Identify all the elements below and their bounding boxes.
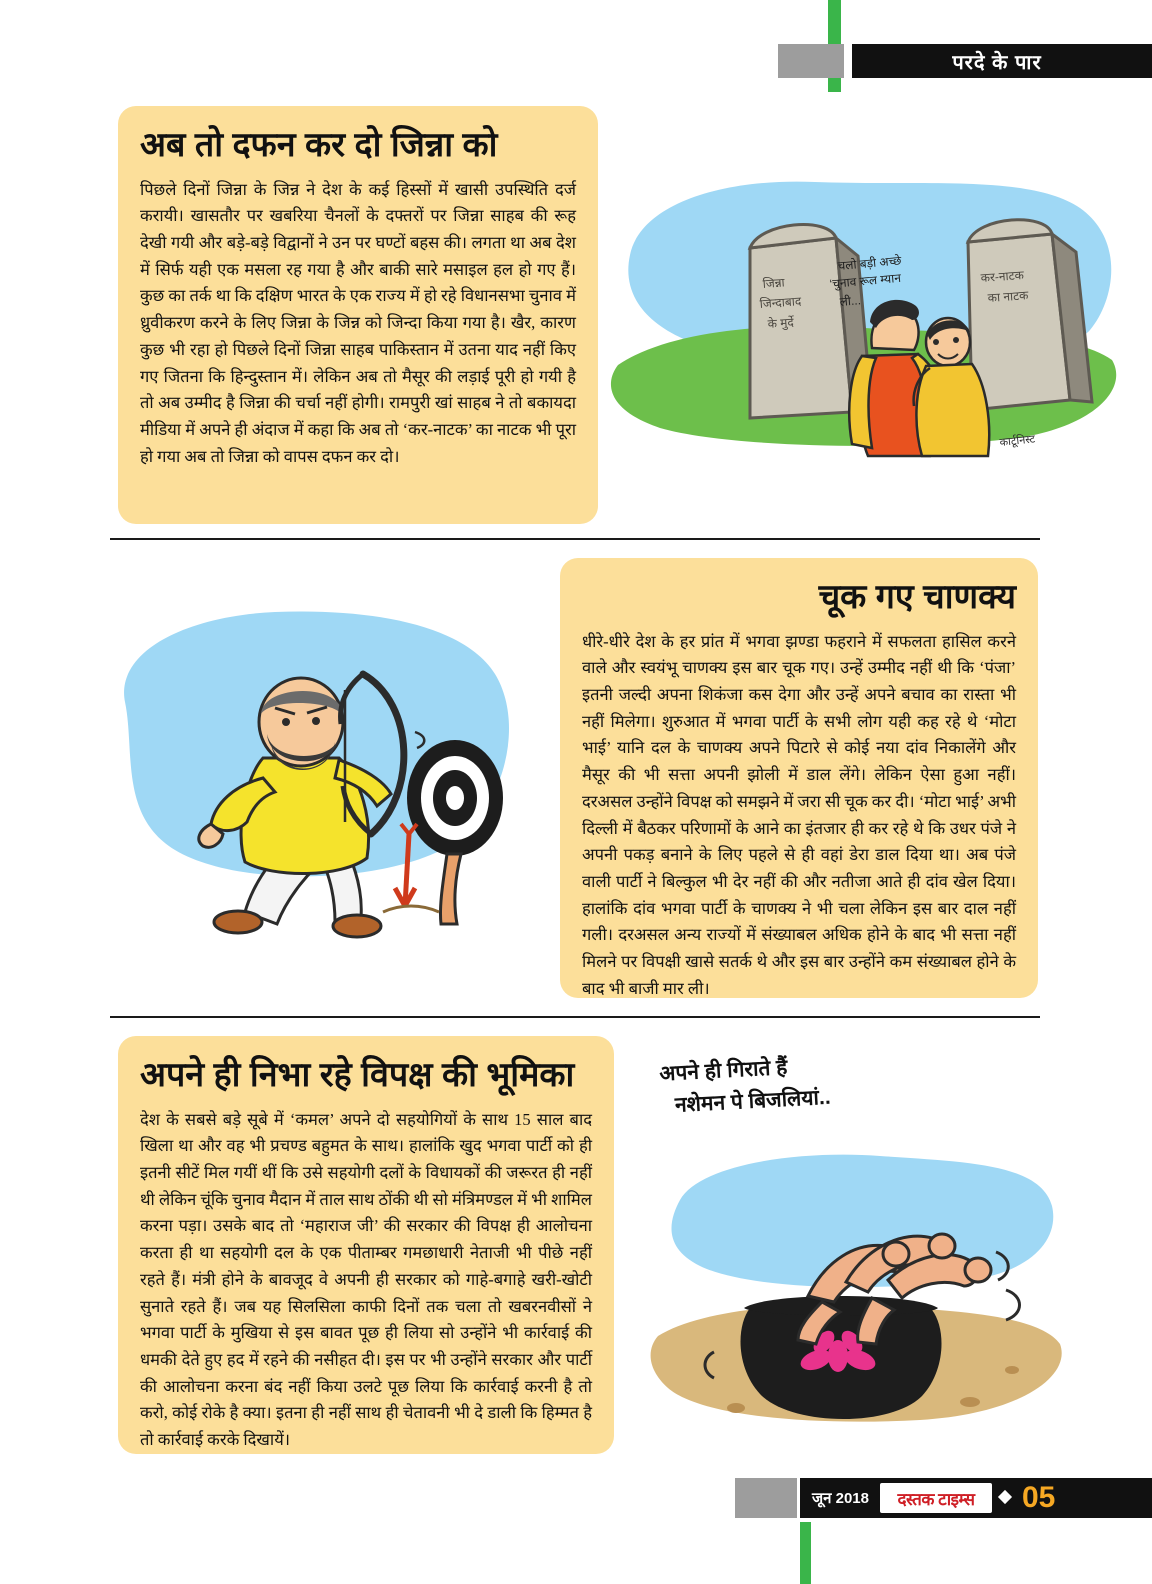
section-title: परदे के पार <box>952 51 1042 74</box>
caption-line-2: नशेमन पे बिजलियां.. <box>674 1085 832 1117</box>
article-chanakya-body: धीरे-धीरे देश के हर प्रांत में भगवा झण्डा फहराने में सफलता हासिल करने वाले और स्वयंभू चाणक्य इस बार चूक गए। उन्हें उम्मीद नहीं थी कि ‘पंजा’ इतनी जल्दी अपना शिकंजा कस देगा और उन्हें अपने बचाव का रास्ता भी नहीं मिलेगा। शुरुआत में भगवा पार्टी के सभी लोग यही कह रहे थे ‘मोटा भाई’ यानि दल के चाणक्य अपने पिटारे से कोई नया दांव निकालेंगे और मैसूर की भी सत्ता अपनी झोली में डाल लेंगे। लेकिन ऐसा हुआ नहीं। दरअसल उन्होंने विपक्ष को समझने में जरा सी चूक कर दी। ‘मोटा भाई’ अभी दिल्ली में बैठकर परिणामों के आने का इंतजार ही कर रहे थे कि उधर पंजे ने अपनी पकड़ बनाने के लिए पहले से ही वहां डेरा डाल दिया था। अब पंजे वाली पार्टी ने बिल्कुल भी देर नहीं की और नतीजा आते ही दांव खेल दिया। हालांकि दांव भगवा पार्टी के चाणक्य ने भी चला लेकिन इस बार दाल नहीं गली। दरअसल अन्य राज्यों में संख्याबल अधिक होने के बाद भी सत्ता नहीं मिलने पर विपक्षी खासे सतर्क थे और इस बार उन्होंने कम संख्याबल होने के बाद भी बाजी मार ली। <box>582 631 1016 998</box>
article-vipaksh-title: अपने ही निभा रहे विपक्ष की भूमिका <box>140 1056 575 1094</box>
footer-issue-date: जून 2018 <box>812 1490 869 1507</box>
svg-text:के मुर्दे: के मुर्दे <box>767 315 795 331</box>
article-jinnah <box>0 100 1152 530</box>
svg-text:चलो बड़ी अच्छे: चलो बड़ी अच्छे <box>837 253 902 273</box>
article-chanakya-title: चूक गए चाणक्य <box>818 578 1016 616</box>
footer-green-bar <box>800 1522 811 1584</box>
footer-page-number: 05 <box>1022 1481 1056 1514</box>
svg-text:का नाटक: का नाटक <box>987 288 1029 305</box>
page-footer <box>0 1478 1152 1584</box>
article-chanakya-card <box>560 558 1038 998</box>
article-jinnah-card <box>118 106 598 524</box>
caption-line-1: अपने ही गिराते हैं <box>658 1055 788 1086</box>
article-vipaksh <box>0 1030 1152 1460</box>
svg-text:कार्टूनिस्ट: कार्टूनिस्ट <box>999 433 1036 449</box>
svg-text:ली...: ली... <box>839 293 862 309</box>
divider-1 <box>110 538 1040 540</box>
article-jinnah-body: पिछले दिनों जिन्ना के जिन्न ने देश के कई हिस्सों में खासी उपस्थिति दर्ज करायी। खासतौर पर खबरिया चैनलों के दफ्तरों पर जिन्ना साहब की रूह देखी गयी और बड़े-बड़े विद्वानों ने उन पर घण्टों बहस की। लगता था अब देश में सिर्फ यही एक मसला रह गया है और बाकी सारे मसाइल हल हो गए हैं। कुछ का तर्क था कि दक्षिण भारत के एक राज्य में हो रहे विधानसभा चुनाव में ध्रुवीकरण करने के लिए जिन्ना के जिन्न को जिन्दा किया गया है। खैर, कारण कुछ भी रहा हो पिछले दिनों जिन्ना साहब पाकिस्तान में उतना याद नहीं किए गए जितना कि हिन्दुस्तान में। लेकिन अब तो मैसूर की लड़ाई पूरी हो गयी है तो अब उम्मीद है जिन्ना की चर्चा नहीं होगी। रामपुरी खां साहब ने तो बकायदा मीडिया में अपने ही अंदाज में कहा कि अब तो ‘कर-नाटक’ का नाटक भी पूरा हो गया अब तो जिन्ना को वापस दफन कर दो। <box>140 179 576 466</box>
lotus-pot-cartoon <box>640 1120 1080 1450</box>
article-chanakya <box>0 552 1152 1004</box>
lotus-pot-caption <box>659 1041 992 1121</box>
article-jinnah-title: अब तो दफन कर दो जिन्ना को <box>140 126 498 164</box>
svg-text:जिन्ना: जिन्ना <box>762 275 786 291</box>
archer-cartoon <box>95 582 545 982</box>
footer-gray-box <box>735 1478 797 1518</box>
svg-text:जिन्दाबाद: जिन्दाबाद <box>759 294 802 311</box>
header-gray-box <box>778 44 844 78</box>
article-vipaksh-body: देश के सबसे बड़े सूबे में ‘कमल’ अपने दो सहयोगियों के साथ 15 साल बाद खिला था और वह भी प्रचण्ड बहुमत के साथ। हालांकि खुद भगवा पार्टी को ही इतनी सीटें मिल गयीं थीं कि उसे सहयोगी दलों के विधायकों की जरूरत ही नहीं थी लेकिन चूंकि चुनाव मैदान में ताल साथ ठोंकी थी सो मंत्रिमण्डल में भी शामिल करना पड़ा। उसके बाद तो ‘महाराज जी’ की सरकार की विपक्ष ही आलोचना करता ही था सहयोगी दल के एक पीताम्बर गमछाधारी नेताजी भी पीछे नहीं रहते हैं। मंत्री होने के बावजूद वे अपनी ही सरकार को गाहे-बगाहे खरी-खोटी सुनाते रहते हैं। जब यह सिलसिला काफी दिनों तक चला तो खबरनवीसों ने भगवा पार्टी के मुखिया से इस बावत पूछ ही लिया सो उन्होंने भी कार्रवाई की धमकी देते हुए हद में रहने की नसीहत दी। इस पर भी उन्होंने सरकार और पार्टी की आलोचना करना बंद नहीं किया उलटे पूछ लिया कि कार्रवाई करनी है तो करो, कोई रोके है क्या। इतना ही नहीं साथ ही चेतावनी भी दे डाली कि हिम्मत है तो कार्रवाई करके दिखायें। <box>140 1109 592 1450</box>
footer-magazine-logo: दस्तक टाइम्स <box>880 1483 992 1513</box>
svg-text:‘चुनाव रूल म्यान: ‘चुनाव रूल म्यान <box>829 270 902 291</box>
svg-text:कर-नाटक: कर-नाटक <box>980 268 1025 285</box>
article-vipaksh-card <box>118 1036 614 1454</box>
divider-2 <box>110 1016 1040 1018</box>
page-header <box>0 0 1152 92</box>
graveyard-cartoon <box>600 160 1140 490</box>
